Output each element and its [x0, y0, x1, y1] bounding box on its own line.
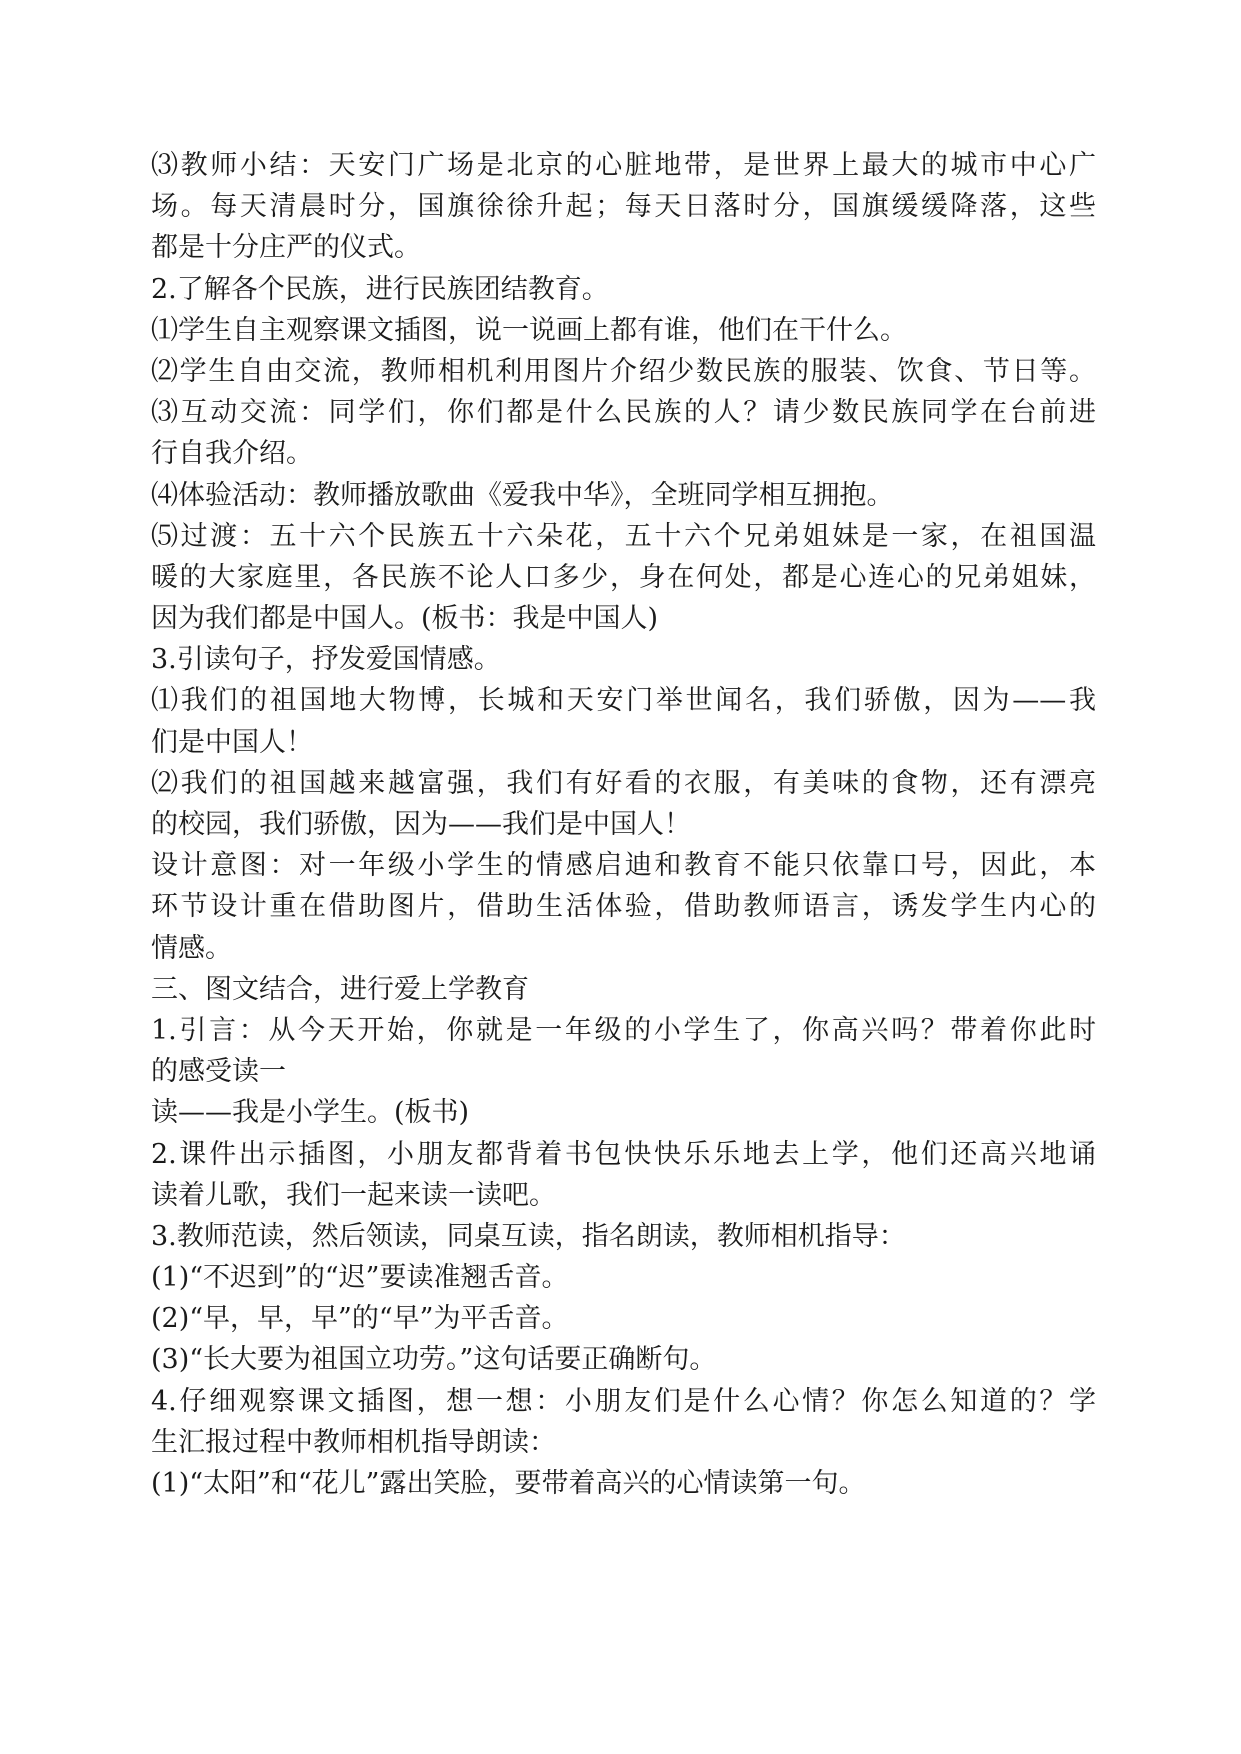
- text-line: ⑵我们的祖国越来越富强，我们有好看的衣服，有美味的食物，还有漂亮: [151, 767, 1096, 799]
- text-line: 设计意图：对一年级小学生的情感启迪和教育不能只依靠口号，因此，本: [151, 850, 1096, 882]
- text-line: ⑷体验活动：教师播放歌曲《爱我中华》，全班同学相互拥抱。: [151, 479, 894, 511]
- section-heading: 3.引读句子，抒发爱国情感。: [151, 644, 501, 676]
- text-line: 的感受读一: [151, 1056, 286, 1088]
- text-line: 暖的大家庭里，各民族不论人口多少，身在何处，都是心连心的兄弟姐妹，: [151, 561, 1096, 593]
- text-line: 场。每天清晨时分，国旗徐徐升起；每天日落时分，国旗缓缓降落，这些: [151, 191, 1096, 223]
- text-line: 1.引言：从今天开始，你就是一年级的小学生了，你高兴吗？带着你此时: [151, 1014, 1096, 1046]
- text-line: (3)“长大要为祖国立功劳。”这句话要正确断句。: [151, 1344, 717, 1376]
- text-line: (1)“不迟到”的“迟”要读准翘舌音。: [151, 1262, 569, 1294]
- text-line: 读——我是小学生。(板书): [151, 1097, 470, 1129]
- text-line: 2.课件出示插图，小朋友都背着书包快快乐乐地去上学，他们还高兴地诵: [151, 1138, 1096, 1170]
- text-line: ⑵学生自由交流，教师相机利用图片介绍少数民族的服装、饮食、节日等。: [151, 355, 1096, 387]
- text-line: (1)“太阳”和“花儿”露出笑脸，要带着高兴的心情读第一句。: [151, 1468, 866, 1499]
- text-line: 环节设计重在借助图片，借助生活体验，借助教师语言，诱发学生内心的: [151, 891, 1096, 923]
- text-line: 都是十分庄严的仪式。: [151, 232, 421, 264]
- text-line: 的校园，我们骄傲，因为——我们是中国人！: [151, 809, 691, 840]
- text-line: ⑶互动交流：同学们，你们都是什么民族的人？请少数民族同学在台前进: [151, 397, 1096, 429]
- text-line: ⑴我们的祖国地大物博，长城和天安门举世闻名，我们骄傲，因为——我: [151, 685, 1096, 717]
- text-line: 们是中国人！: [151, 726, 313, 758]
- text-line: 行自我介绍。: [151, 438, 313, 470]
- text-line: 生汇报过程中教师相机指导朗读：: [151, 1426, 556, 1458]
- text-line: ⑴学生自主观察课文插图，说一说画上都有谁，他们在干什么。: [151, 314, 907, 346]
- document-body: [151, 145, 1096, 1504]
- text-line: ⑸过渡：五十六个民族五十六朵花，五十六个兄弟姐妹是一家，在祖国温: [151, 520, 1096, 552]
- text-line: 4.仔细观察课文插图，想一想：小朋友们是什么心情？你怎么知道的？学: [151, 1385, 1096, 1417]
- text-line: (2)“早，早，早”的“早”为平舌音。: [151, 1303, 569, 1335]
- section-heading: 三、图文结合，进行爱上学教育: [151, 973, 529, 1005]
- text-line: 情感。: [151, 932, 232, 964]
- text-line: 读着儿歌，我们一起来读一读吧。: [151, 1179, 556, 1211]
- text-line: ⑶教师小结：天安门广场是北京的心脏地带，是世界上最大的城市中心广: [151, 150, 1096, 181]
- text-line: 3.教师范读，然后领读，同桌互读，指名朗读，教师相机指导：: [151, 1220, 906, 1252]
- section-heading: 2.了解各个民族，进行民族团结教育。: [151, 273, 609, 305]
- text-line: 因为我们都是中国人。(板书：我是中国人): [151, 603, 659, 635]
